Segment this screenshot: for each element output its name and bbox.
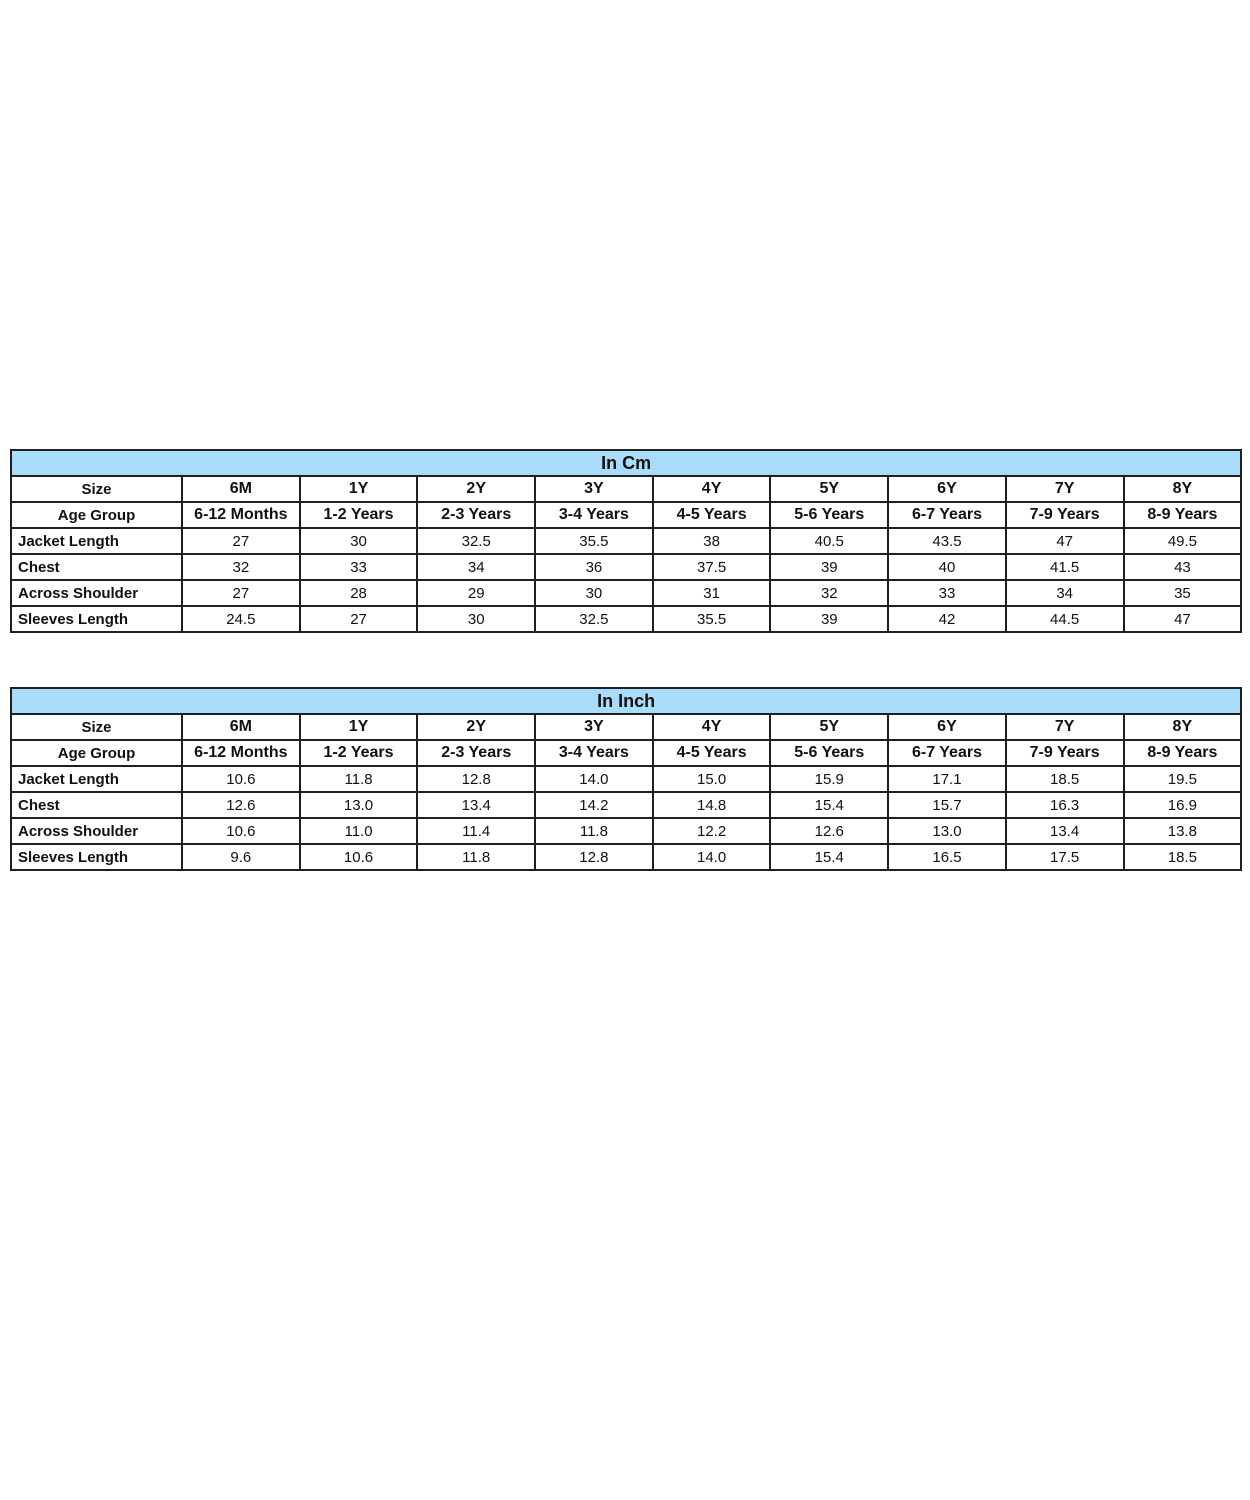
measurement-cell: 10.6 bbox=[300, 844, 418, 870]
size-header-cell: 8Y bbox=[1124, 714, 1242, 740]
measurement-cell: 28 bbox=[300, 580, 418, 606]
size-header-cell: 6M bbox=[182, 714, 300, 740]
measurement-cell: 47 bbox=[1006, 528, 1124, 554]
size-header-cell: 6M bbox=[182, 476, 300, 502]
measurement-cell: 11.0 bbox=[300, 818, 418, 844]
measurement-cell: 42 bbox=[888, 606, 1006, 632]
measurement-cell: 11.8 bbox=[417, 844, 535, 870]
size-header-cell: 7Y bbox=[1006, 714, 1124, 740]
table-title: In Inch bbox=[11, 688, 1241, 714]
size-header-cell: 1Y bbox=[300, 714, 418, 740]
measurement-cell: 40.5 bbox=[770, 528, 888, 554]
measurement-cell: 11.8 bbox=[535, 818, 653, 844]
measurement-cell: 13.4 bbox=[417, 792, 535, 818]
size-row bbox=[11, 714, 1241, 740]
size-header-cell: 6Y bbox=[888, 476, 1006, 502]
age-group-cell: 2-3 Years bbox=[417, 740, 535, 766]
measurement-cell: 15.9 bbox=[770, 766, 888, 792]
age-group-cell: 8-9 Years bbox=[1124, 740, 1242, 766]
measurement-cell: 12.2 bbox=[653, 818, 771, 844]
age-group-cell: 6-12 Months bbox=[182, 502, 300, 528]
measurement-cell: 37.5 bbox=[653, 554, 771, 580]
row-label: Sleeves Length bbox=[11, 606, 182, 632]
age-group-cell: 5-6 Years bbox=[770, 740, 888, 766]
size-header-cell: 1Y bbox=[300, 476, 418, 502]
size-header-cell: 6Y bbox=[888, 714, 1006, 740]
measurement-cell: 12.8 bbox=[535, 844, 653, 870]
size-header-cell: 3Y bbox=[535, 714, 653, 740]
measurement-cell: 16.5 bbox=[888, 844, 1006, 870]
measurement-cell: 43.5 bbox=[888, 528, 1006, 554]
measurement-cell: 27 bbox=[300, 606, 418, 632]
measurement-cell: 19.5 bbox=[1124, 766, 1242, 792]
measurement-cell: 27 bbox=[182, 580, 300, 606]
measurement-cell: 18.5 bbox=[1124, 844, 1242, 870]
age-group-cell: 3-4 Years bbox=[535, 502, 653, 528]
measurement-cell: 32.5 bbox=[535, 606, 653, 632]
measurement-cell: 15.7 bbox=[888, 792, 1006, 818]
size-header-cell: 5Y bbox=[770, 476, 888, 502]
table-row bbox=[11, 606, 1241, 632]
measurement-cell: 17.5 bbox=[1006, 844, 1124, 870]
table-row bbox=[11, 844, 1241, 870]
measurement-cell: 16.9 bbox=[1124, 792, 1242, 818]
measurement-cell: 30 bbox=[417, 606, 535, 632]
row-label: Size bbox=[11, 714, 182, 740]
measurement-cell: 34 bbox=[417, 554, 535, 580]
size-header-cell: 7Y bbox=[1006, 476, 1124, 502]
size-header-cell: 8Y bbox=[1124, 476, 1242, 502]
size-header-cell: 5Y bbox=[770, 714, 888, 740]
row-label: Age Group bbox=[11, 502, 182, 528]
row-label: Sleeves Length bbox=[11, 844, 182, 870]
measurement-cell: 40 bbox=[888, 554, 1006, 580]
row-label: Age Group bbox=[11, 740, 182, 766]
measurement-cell: 36 bbox=[535, 554, 653, 580]
measurement-cell: 39 bbox=[770, 554, 888, 580]
age-group-row bbox=[11, 502, 1241, 528]
measurement-cell: 41.5 bbox=[1006, 554, 1124, 580]
age-group-cell: 6-7 Years bbox=[888, 502, 1006, 528]
measurement-cell: 13.8 bbox=[1124, 818, 1242, 844]
table-row bbox=[11, 528, 1241, 554]
measurement-cell: 33 bbox=[888, 580, 1006, 606]
row-label: Jacket Length bbox=[11, 766, 182, 792]
age-group-cell: 1-2 Years bbox=[300, 502, 418, 528]
measurement-cell: 29 bbox=[417, 580, 535, 606]
age-group-cell: 7-9 Years bbox=[1006, 740, 1124, 766]
measurement-cell: 32 bbox=[770, 580, 888, 606]
measurement-cell: 35.5 bbox=[535, 528, 653, 554]
measurement-cell: 47 bbox=[1124, 606, 1242, 632]
measurement-cell: 32 bbox=[182, 554, 300, 580]
measurement-cell: 13.0 bbox=[888, 818, 1006, 844]
measurement-cell: 32.5 bbox=[417, 528, 535, 554]
size-chart-table-cm bbox=[10, 449, 1242, 633]
table-row bbox=[11, 554, 1241, 580]
age-group-cell: 2-3 Years bbox=[417, 502, 535, 528]
measurement-cell: 30 bbox=[300, 528, 418, 554]
measurement-cell: 49.5 bbox=[1124, 528, 1242, 554]
age-group-cell: 6-12 Months bbox=[182, 740, 300, 766]
measurement-cell: 35 bbox=[1124, 580, 1242, 606]
measurement-cell: 14.0 bbox=[653, 844, 771, 870]
measurement-cell: 44.5 bbox=[1006, 606, 1124, 632]
measurement-cell: 13.4 bbox=[1006, 818, 1124, 844]
measurement-cell: 11.8 bbox=[300, 766, 418, 792]
measurement-cell: 17.1 bbox=[888, 766, 1006, 792]
table-title-row bbox=[11, 450, 1241, 476]
measurement-cell: 12.6 bbox=[770, 818, 888, 844]
measurement-cell: 39 bbox=[770, 606, 888, 632]
age-group-cell: 8-9 Years bbox=[1124, 502, 1242, 528]
row-label: Jacket Length bbox=[11, 528, 182, 554]
age-group-cell: 5-6 Years bbox=[770, 502, 888, 528]
row-label: Across Shoulder bbox=[11, 818, 182, 844]
measurement-cell: 16.3 bbox=[1006, 792, 1124, 818]
size-header-cell: 2Y bbox=[417, 714, 535, 740]
measurement-cell: 38 bbox=[653, 528, 771, 554]
age-group-cell: 1-2 Years bbox=[300, 740, 418, 766]
table-title: In Cm bbox=[11, 450, 1241, 476]
size-header-cell: 3Y bbox=[535, 476, 653, 502]
age-group-cell: 4-5 Years bbox=[653, 502, 771, 528]
measurement-cell: 10.6 bbox=[182, 818, 300, 844]
measurement-cell: 24.5 bbox=[182, 606, 300, 632]
measurement-cell: 18.5 bbox=[1006, 766, 1124, 792]
measurement-cell: 11.4 bbox=[417, 818, 535, 844]
measurement-cell: 33 bbox=[300, 554, 418, 580]
age-group-cell: 6-7 Years bbox=[888, 740, 1006, 766]
size-header-cell: 4Y bbox=[653, 714, 771, 740]
table-row bbox=[11, 580, 1241, 606]
measurement-cell: 30 bbox=[535, 580, 653, 606]
measurement-cell: 43 bbox=[1124, 554, 1242, 580]
size-row bbox=[11, 476, 1241, 502]
measurement-cell: 34 bbox=[1006, 580, 1124, 606]
measurement-cell: 14.0 bbox=[535, 766, 653, 792]
age-group-row bbox=[11, 740, 1241, 766]
table-row bbox=[11, 792, 1241, 818]
measurement-cell: 14.2 bbox=[535, 792, 653, 818]
measurement-cell: 12.6 bbox=[182, 792, 300, 818]
row-label: Chest bbox=[11, 554, 182, 580]
measurement-cell: 31 bbox=[653, 580, 771, 606]
age-group-cell: 7-9 Years bbox=[1006, 502, 1124, 528]
table-title-row bbox=[11, 688, 1241, 714]
measurement-cell: 27 bbox=[182, 528, 300, 554]
row-label: Chest bbox=[11, 792, 182, 818]
table-row bbox=[11, 766, 1241, 792]
size-header-cell: 2Y bbox=[417, 476, 535, 502]
age-group-cell: 3-4 Years bbox=[535, 740, 653, 766]
age-group-cell: 4-5 Years bbox=[653, 740, 771, 766]
measurement-cell: 15.0 bbox=[653, 766, 771, 792]
measurement-cell: 15.4 bbox=[770, 844, 888, 870]
measurement-cell: 12.8 bbox=[417, 766, 535, 792]
measurement-cell: 15.4 bbox=[770, 792, 888, 818]
table-row bbox=[11, 818, 1241, 844]
row-label: Size bbox=[11, 476, 182, 502]
measurement-cell: 14.8 bbox=[653, 792, 771, 818]
size-header-cell: 4Y bbox=[653, 476, 771, 502]
measurement-cell: 13.0 bbox=[300, 792, 418, 818]
size-chart-table-inch bbox=[10, 687, 1242, 871]
measurement-cell: 35.5 bbox=[653, 606, 771, 632]
row-label: Across Shoulder bbox=[11, 580, 182, 606]
measurement-cell: 9.6 bbox=[182, 844, 300, 870]
measurement-cell: 10.6 bbox=[182, 766, 300, 792]
